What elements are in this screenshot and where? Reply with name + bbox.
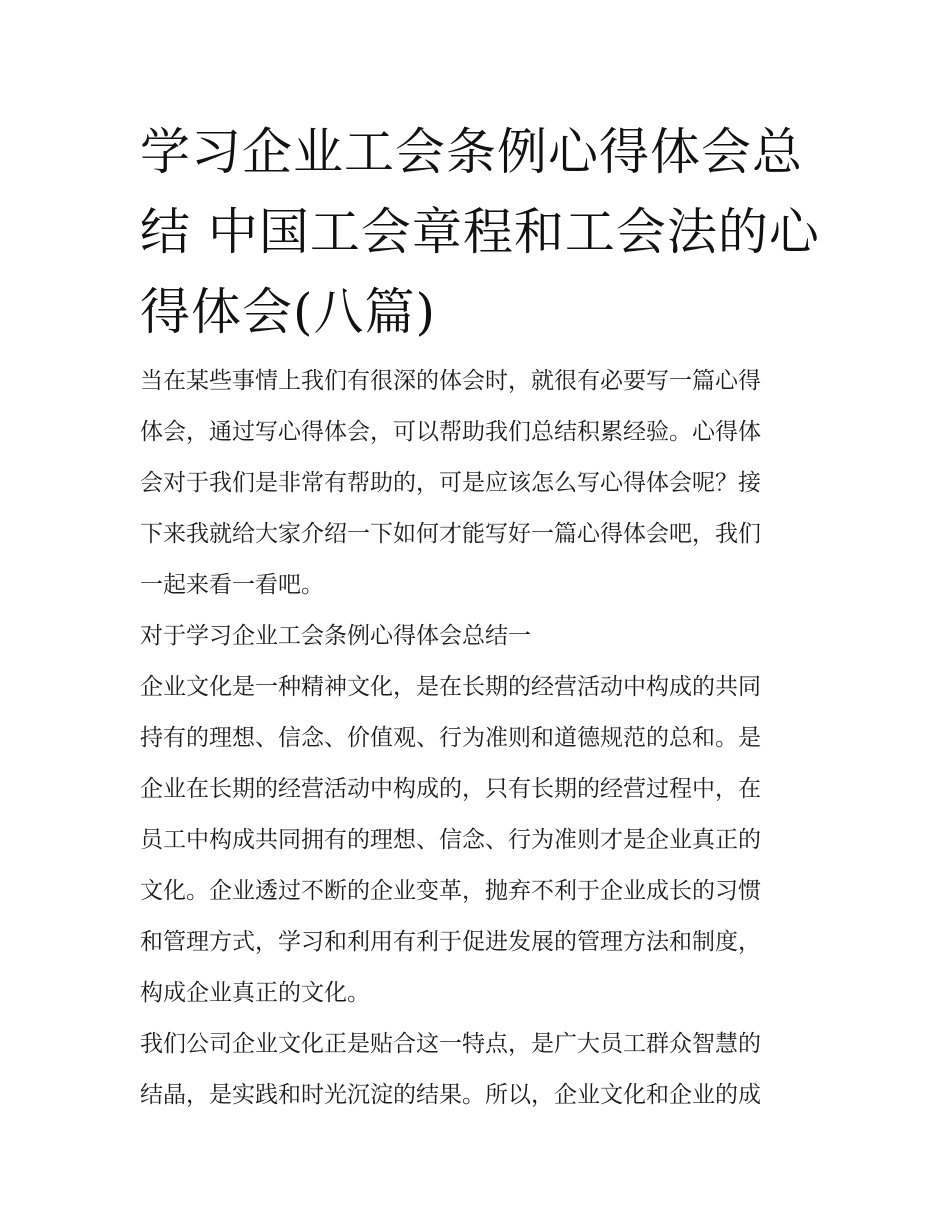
text-line: 当在某些事情上我们有很深的体会时，就很有必要写一篇心得	[140, 368, 761, 394]
text-line: 一起来看一看吧。	[140, 572, 324, 598]
text-line: 我们公司企业文化正是贴合这一特点，是广大员工群众智慧的	[140, 1031, 761, 1057]
text-line: 持有的理想、信念、价值观、行为准则和道德规范的总和。是	[140, 725, 761, 751]
title-line: 学习企业工会条例心得体会总	[140, 123, 803, 181]
text-line: 下来我就给大家介绍一下如何才能写好一篇心得体会吧，我们	[140, 521, 761, 547]
section-heading	[140, 611, 830, 662]
text-line: 会对于我们是非常有帮助的，可是应该怎么写心得体会呢？接	[140, 470, 761, 496]
body-paragraph	[140, 662, 830, 1019]
text-line: 企业文化是一种精神文化，是在长期的经营活动中构成的共同	[140, 674, 761, 700]
text-line: 对于学习企业工会条例心得体会总结一	[140, 623, 531, 649]
body-paragraph	[140, 1019, 830, 1121]
text-line: 构成企业真正的文化。	[140, 980, 370, 1006]
document-body	[140, 356, 830, 1121]
title-line: 得体会(八篇)	[140, 283, 437, 341]
document-title	[140, 112, 820, 352]
text-line: 文化。企业透过不断的企业变革，抛弃不利于企业成长的习惯	[140, 878, 761, 904]
intro-paragraph	[140, 356, 830, 611]
text-line: 企业在长期的经营活动中构成的，只有长期的经营过程中，在	[140, 776, 761, 802]
text-line: 体会，通过写心得体会，可以帮助我们总结积累经验。心得体	[140, 419, 761, 445]
title-line: 结 中国工会章程和工会法的心	[140, 203, 820, 261]
text-line: 和管理方式，学习和利用有利于促进发展的管理方法和制度，	[140, 929, 761, 955]
text-line: 结晶，是实践和时光沉淀的结果。所以，企业文化和企业的成	[140, 1082, 761, 1108]
text-line: 员工中构成共同拥有的理想、信念、行为准则才是企业真正的	[140, 827, 761, 853]
